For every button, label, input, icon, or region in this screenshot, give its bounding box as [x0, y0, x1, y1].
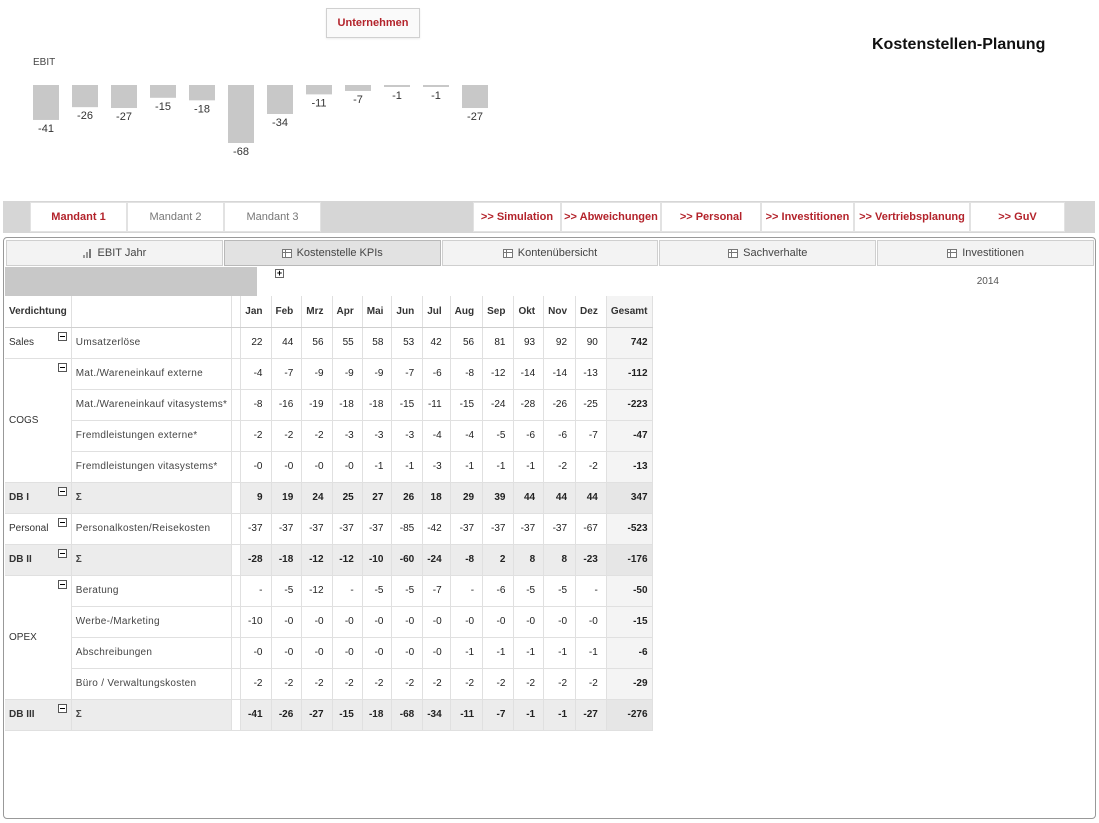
dimension-header-area: [5, 267, 257, 296]
abweichungen-link[interactable]: >> Abweichungen: [561, 202, 661, 232]
month-header-Mai[interactable]: Mai: [362, 296, 392, 327]
value-cell: -0: [241, 451, 271, 482]
value-cell: -37: [450, 513, 482, 544]
table-row: [5, 513, 652, 544]
value-cell: -11: [450, 699, 482, 730]
value-cell: 90: [576, 327, 607, 358]
value-cell: -1: [392, 451, 423, 482]
value-cell: -10: [241, 606, 271, 637]
value-cell: -: [241, 575, 271, 606]
value-cell: -37: [332, 513, 362, 544]
value-cell: -41: [241, 699, 271, 730]
value-cell: 44: [271, 327, 302, 358]
total-cell: -47: [606, 420, 652, 451]
value-cell: -0: [271, 637, 302, 668]
row-gap: [232, 358, 241, 389]
row-label: Σ: [71, 699, 231, 730]
row-gap: [232, 327, 241, 358]
value-cell: -68: [392, 699, 423, 730]
total-cell: -50: [606, 575, 652, 606]
value-cell: -27: [302, 699, 332, 730]
value-cell: -14: [514, 358, 544, 389]
value-cell: -7: [483, 699, 514, 730]
ebit-bar-Dez[interactable]: [462, 85, 488, 108]
value-cell: -24: [423, 544, 450, 575]
table-row: [5, 389, 652, 420]
table-row: [5, 606, 652, 637]
value-cell: -24: [483, 389, 514, 420]
value-cell: -0: [514, 606, 544, 637]
value-cell: -9: [332, 358, 362, 389]
row-label: Mat./Wareneinkauf vitasystems*: [71, 389, 231, 420]
row-gap: [232, 513, 241, 544]
value-cell: -37: [362, 513, 392, 544]
tab-label: Investitionen: [962, 247, 1024, 259]
sum-row: [5, 699, 652, 730]
row-gap: [232, 544, 241, 575]
value-cell: 53: [392, 327, 423, 358]
ebit-bar-Mai[interactable]: [189, 85, 215, 100]
value-cell: -1: [514, 637, 544, 668]
row-label: Personalkosten/Reisekosten: [71, 513, 231, 544]
value-cell: -4: [423, 420, 450, 451]
value-cell: -18: [362, 389, 392, 420]
value-cell: -23: [576, 544, 607, 575]
value-cell: -5: [544, 575, 576, 606]
ebit-bar-Jan[interactable]: [33, 85, 59, 120]
value-cell: 44: [576, 482, 607, 513]
value-cell: -0: [392, 606, 423, 637]
month-header-Jul[interactable]: Jul: [423, 296, 450, 327]
value-cell: -3: [423, 451, 450, 482]
total-header[interactable]: Gesamt: [606, 296, 652, 327]
value-cell: -0: [302, 637, 332, 668]
value-cell: -15: [392, 389, 423, 420]
value-cell: -6: [514, 420, 544, 451]
value-cell: -6: [423, 358, 450, 389]
value-cell: 8: [544, 544, 576, 575]
value-cell: -1: [514, 699, 544, 730]
ebit-data-label: -1: [431, 90, 441, 102]
row-gap: [232, 420, 241, 451]
value-cell: -1: [544, 699, 576, 730]
personal-link[interactable]: >> Personal: [661, 202, 761, 232]
value-cell: 93: [514, 327, 544, 358]
value-cell: -0: [332, 637, 362, 668]
value-cell: 8: [514, 544, 544, 575]
value-cell: -2: [271, 668, 302, 699]
value-cell: -27: [576, 699, 607, 730]
value-cell: -3: [362, 420, 392, 451]
value-cell: -0: [544, 606, 576, 637]
total-cell: -223: [606, 389, 652, 420]
total-cell: -276: [606, 699, 652, 730]
value-cell: 44: [544, 482, 576, 513]
value-cell: 26: [392, 482, 423, 513]
value-cell: -2: [423, 668, 450, 699]
value-cell: -0: [423, 606, 450, 637]
value-cell: 58: [362, 327, 392, 358]
value-cell: -11: [423, 389, 450, 420]
value-cell: -14: [544, 358, 576, 389]
row-label: Werbe-/Marketing: [71, 606, 231, 637]
value-cell: -0: [302, 606, 332, 637]
value-cell: -0: [362, 606, 392, 637]
tab-kontenuebersicht[interactable]: [442, 240, 659, 266]
ebit-data-label: -68: [233, 146, 249, 158]
total-cell: 347: [606, 482, 652, 513]
value-cell: -1: [514, 451, 544, 482]
value-cell: -0: [302, 451, 332, 482]
category-db-i: DB I: [5, 482, 71, 513]
value-cell: -2: [576, 668, 607, 699]
tab-sachverhalte[interactable]: [659, 240, 876, 266]
value-cell: -0: [271, 451, 302, 482]
value-cell: -18: [271, 544, 302, 575]
value-cell: -: [576, 575, 607, 606]
ebit-data-label: -27: [116, 111, 132, 124]
value-cell: -1: [450, 451, 482, 482]
month-header-Okt[interactable]: Okt: [514, 296, 544, 327]
total-cell: 742: [606, 327, 652, 358]
value-cell: -28: [514, 389, 544, 420]
ebit-bar-Jul[interactable]: [267, 85, 293, 114]
value-cell: -37: [241, 513, 271, 544]
value-cell: -0: [392, 637, 423, 668]
tab-label: Kontenübersicht: [517, 247, 598, 259]
table-row: [5, 575, 652, 606]
row-label: Umsatzerlöse: [71, 327, 231, 358]
value-cell: -2: [241, 668, 271, 699]
bar-chart-icon: [83, 249, 93, 258]
value-cell: 9: [241, 482, 271, 513]
month-header-Aug[interactable]: Aug: [450, 296, 482, 327]
table-row: [5, 451, 652, 482]
header-gap: [232, 296, 241, 327]
value-cell: -4: [450, 420, 482, 451]
value-cell: -85: [392, 513, 423, 544]
total-cell: -29: [606, 668, 652, 699]
value-cell: 92: [544, 327, 576, 358]
row-gap: [232, 606, 241, 637]
collapse-icon[interactable]: [58, 332, 67, 341]
ebit-data-label: -27: [467, 111, 483, 124]
value-cell: -2: [241, 420, 271, 451]
ebit-bar-Mrz[interactable]: [111, 85, 137, 108]
value-cell: 27: [362, 482, 392, 513]
mandant-2-button[interactable]: Mandant 2: [127, 202, 224, 232]
value-cell: -28: [241, 544, 271, 575]
collapse-icon[interactable]: [58, 487, 67, 496]
value-cell: -2: [392, 668, 423, 699]
ebit-bar-Aug[interactable]: [306, 85, 332, 94]
total-cell: -112: [606, 358, 652, 389]
value-cell: -12: [302, 575, 332, 606]
total-cell: -15: [606, 606, 652, 637]
guv-link[interactable]: >> GuV: [970, 202, 1065, 232]
tab-label: EBIT Jahr: [97, 247, 147, 259]
value-cell: -0: [362, 637, 392, 668]
ebit-data-label: -11: [311, 97, 327, 110]
value-cell: 56: [302, 327, 332, 358]
value-cell: 42: [423, 327, 450, 358]
value-cell: -2: [576, 451, 607, 482]
value-cell: -25: [576, 389, 607, 420]
value-cell: -1: [450, 637, 482, 668]
unternehmen-button[interactable]: Unternehmen: [326, 8, 420, 38]
value-cell: -12: [483, 358, 514, 389]
value-cell: -5: [362, 575, 392, 606]
value-cell: -1: [483, 451, 514, 482]
ebit-data-label: -7: [353, 93, 363, 106]
tab-investitionen[interactable]: [877, 240, 1094, 266]
value-cell: -60: [392, 544, 423, 575]
category-db-ii: DB II: [5, 544, 71, 575]
vertriebsplanung-link[interactable]: >> Vertriebsplanung: [854, 202, 970, 232]
tab-ebit-jahr[interactable]: [6, 240, 223, 266]
expand-all-icon[interactable]: +: [276, 268, 283, 278]
value-cell: 24: [302, 482, 332, 513]
value-cell: -2: [302, 420, 332, 451]
row-label: Abschreibungen: [71, 637, 231, 668]
value-cell: -: [332, 575, 362, 606]
value-cell: -9: [302, 358, 332, 389]
value-cell: -7: [271, 358, 302, 389]
main-panel: [3, 237, 1096, 819]
value-cell: -5: [392, 575, 423, 606]
mandant-3-button[interactable]: Mandant 3: [224, 202, 321, 232]
tab-kostenstelle-kpis[interactable]: [224, 240, 441, 266]
row-label: Σ: [71, 482, 231, 513]
value-cell: -37: [483, 513, 514, 544]
table-icon: [282, 249, 292, 258]
value-cell: 81: [483, 327, 514, 358]
row-gap: [232, 482, 241, 513]
ebit-data-label: -41: [38, 122, 54, 135]
header-blank: [71, 296, 231, 327]
table-icon: [503, 249, 513, 258]
value-cell: -1: [483, 637, 514, 668]
table-row: [5, 668, 652, 699]
value-cell: -2: [332, 668, 362, 699]
value-cell: -8: [241, 389, 271, 420]
row-gap: [232, 637, 241, 668]
value-cell: 22: [241, 327, 271, 358]
value-cell: -: [450, 575, 482, 606]
value-cell: -0: [450, 606, 482, 637]
value-cell: -37: [514, 513, 544, 544]
ebit-data-label: -34: [272, 117, 288, 129]
month-header-Dez[interactable]: Dez: [576, 296, 607, 327]
collapse-icon[interactable]: [58, 363, 67, 372]
row-gap: [232, 575, 241, 606]
value-cell: -34: [423, 699, 450, 730]
value-cell: -7: [576, 420, 607, 451]
value-cell: -0: [271, 606, 302, 637]
mandant-nav-bar: [3, 201, 1095, 233]
category-db-iii: DB III: [5, 699, 71, 730]
value-cell: -8: [450, 358, 482, 389]
header-row: [5, 296, 652, 327]
row-gap: [232, 451, 241, 482]
value-cell: -2: [544, 668, 576, 699]
header-verdichtung: Verdichtung: [5, 296, 71, 327]
row-label: Σ: [71, 544, 231, 575]
ebit-bar-Jun[interactable]: [228, 85, 254, 143]
value-cell: 39: [483, 482, 514, 513]
row-label: Fremdleistungen vitasystems*: [71, 451, 231, 482]
mandant-1-button[interactable]: Mandant 1: [30, 202, 127, 232]
value-cell: -12: [302, 544, 332, 575]
row-gap: [232, 668, 241, 699]
ebit-bar-Okt[interactable]: [384, 85, 410, 87]
tab-label: Kostenstelle KPIs: [296, 247, 383, 259]
category-opex: OPEX: [5, 575, 71, 699]
value-cell: -3: [332, 420, 362, 451]
ebit-bar-Apr[interactable]: [150, 85, 176, 98]
chart-title: EBIT: [33, 57, 56, 68]
value-cell: -7: [423, 575, 450, 606]
category-sales: Sales: [5, 327, 71, 358]
category-personal: Personal: [5, 513, 71, 544]
tab-bar: [6, 240, 1094, 266]
value-cell: 2: [483, 544, 514, 575]
ebit-data-label: -15: [155, 100, 171, 113]
value-cell: -10: [362, 544, 392, 575]
ebit-bar-chart: [0, 0, 520, 180]
month-header-Jan[interactable]: Jan: [241, 296, 271, 327]
collapse-icon[interactable]: [58, 549, 67, 558]
month-header-Sep[interactable]: Sep: [483, 296, 514, 327]
page-title: Kostenstellen-Planung: [872, 36, 1046, 53]
year-label: 2014: [976, 276, 999, 287]
month-header-Apr[interactable]: Apr: [332, 296, 362, 327]
kostenstellen-table: [5, 296, 653, 731]
total-cell: -176: [606, 544, 652, 575]
month-header-Mrz[interactable]: Mrz: [302, 296, 332, 327]
row-label: Büro / Verwaltungskosten: [71, 668, 231, 699]
value-cell: -26: [544, 389, 576, 420]
row-label: Mat./Wareneinkauf externe: [71, 358, 231, 389]
ebit-data-label: -1: [392, 90, 402, 102]
value-cell: -67: [576, 513, 607, 544]
investitionen-link[interactable]: >> Investitionen: [761, 202, 854, 232]
value-cell: -0: [332, 451, 362, 482]
sum-row: [5, 482, 652, 513]
value-cell: -2: [514, 668, 544, 699]
value-cell: 44: [514, 482, 544, 513]
ebit-bar-Nov[interactable]: [423, 85, 449, 87]
table-icon: [947, 249, 957, 258]
value-cell: -0: [576, 606, 607, 637]
value-cell: -9: [362, 358, 392, 389]
total-cell: -6: [606, 637, 652, 668]
ebit-bar-Feb[interactable]: [72, 85, 98, 107]
value-cell: -19: [302, 389, 332, 420]
value-cell: -8: [450, 544, 482, 575]
value-cell: -2: [302, 668, 332, 699]
value-cell: -3: [392, 420, 423, 451]
value-cell: -0: [332, 606, 362, 637]
value-cell: 56: [450, 327, 482, 358]
value-cell: -37: [302, 513, 332, 544]
value-cell: -2: [362, 668, 392, 699]
sum-row: [5, 544, 652, 575]
value-cell: -15: [332, 699, 362, 730]
value-cell: 55: [332, 327, 362, 358]
value-cell: -0: [483, 606, 514, 637]
value-cell: -6: [483, 575, 514, 606]
total-cell: -523: [606, 513, 652, 544]
value-cell: -2: [271, 420, 302, 451]
value-cell: -1: [362, 451, 392, 482]
value-cell: -15: [450, 389, 482, 420]
collapse-icon[interactable]: [58, 518, 67, 527]
table-icon: [728, 249, 738, 258]
value-cell: -26: [271, 699, 302, 730]
value-cell: 18: [423, 482, 450, 513]
value-cell: -37: [271, 513, 302, 544]
value-cell: -18: [362, 699, 392, 730]
value-cell: -6: [544, 420, 576, 451]
table-row: [5, 327, 652, 358]
table-row: [5, 637, 652, 668]
month-header-Nov[interactable]: Nov: [544, 296, 576, 327]
value-cell: -1: [576, 637, 607, 668]
value-cell: 19: [271, 482, 302, 513]
value-cell: -13: [576, 358, 607, 389]
ebit-data-label: -26: [77, 110, 93, 123]
row-gap: [232, 389, 241, 420]
value-cell: -0: [423, 637, 450, 668]
ebit-bar-Sep[interactable]: [345, 85, 371, 91]
value-cell: -5: [271, 575, 302, 606]
value-cell: -18: [332, 389, 362, 420]
value-cell: -37: [544, 513, 576, 544]
table-row: [5, 420, 652, 451]
value-cell: -2: [450, 668, 482, 699]
value-cell: -5: [514, 575, 544, 606]
value-cell: -4: [241, 358, 271, 389]
value-cell: -2: [483, 668, 514, 699]
collapse-icon[interactable]: [58, 580, 67, 589]
value-cell: -12: [332, 544, 362, 575]
collapse-icon[interactable]: [58, 704, 67, 713]
value-cell: -5: [483, 420, 514, 451]
simulation-link[interactable]: >> Simulation: [473, 202, 561, 232]
value-cell: 29: [450, 482, 482, 513]
value-cell: -0: [241, 637, 271, 668]
row-label: Fremdleistungen externe*: [71, 420, 231, 451]
tab-label: Sachverhalte: [743, 247, 808, 259]
row-label: Beratung: [71, 575, 231, 606]
month-header-Jun[interactable]: Jun: [392, 296, 423, 327]
month-header-Feb[interactable]: Feb: [271, 296, 302, 327]
row-gap: [232, 699, 241, 730]
value-cell: -2: [544, 451, 576, 482]
category-cogs: COGS: [5, 358, 71, 482]
total-cell: -13: [606, 451, 652, 482]
value-cell: -1: [544, 637, 576, 668]
ebit-data-label: -18: [194, 103, 210, 116]
value-cell: 25: [332, 482, 362, 513]
value-cell: -16: [271, 389, 302, 420]
table-row: [5, 358, 652, 389]
value-cell: -42: [423, 513, 450, 544]
value-cell: -7: [392, 358, 423, 389]
